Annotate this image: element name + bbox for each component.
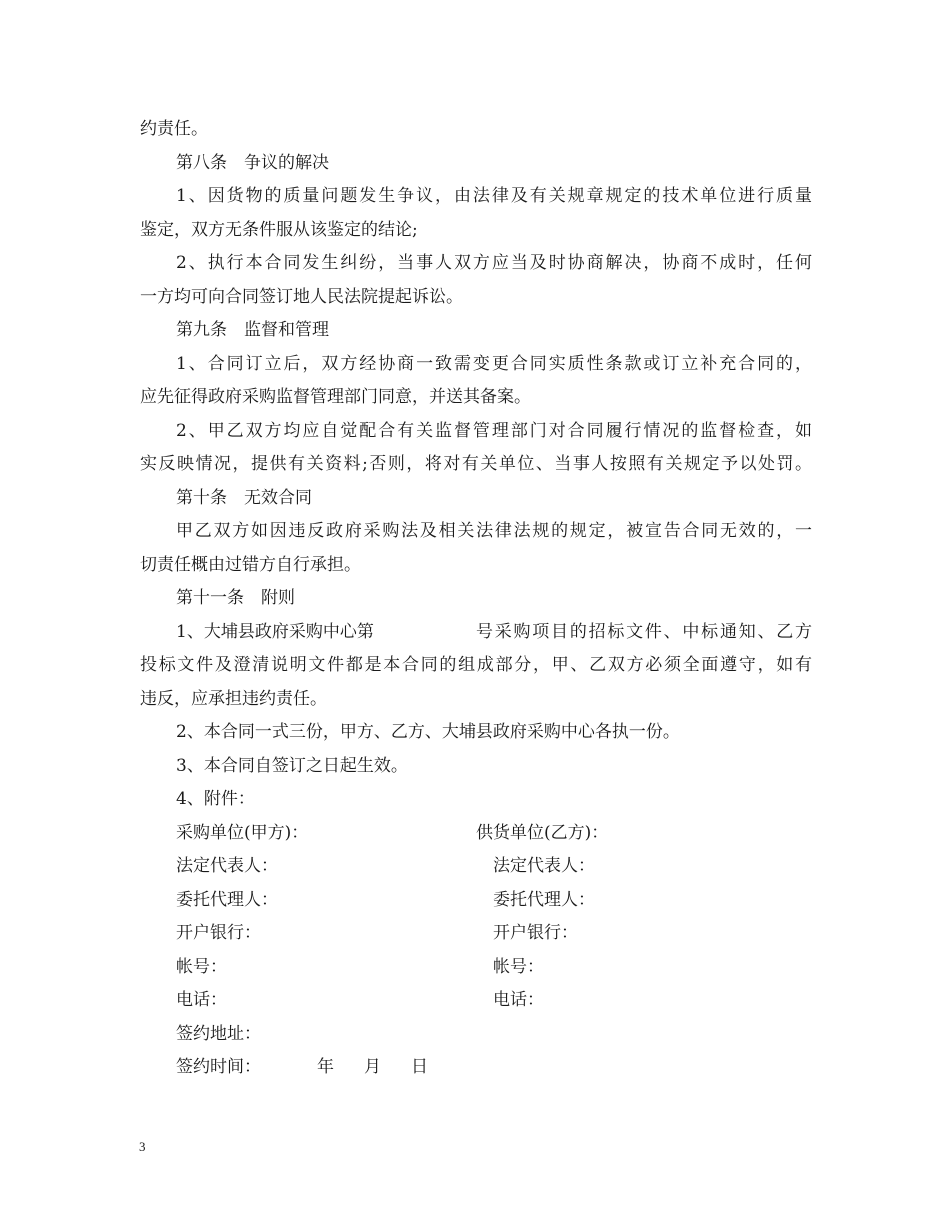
buyer-unit-label: 采购单位(甲方)： [176, 822, 309, 843]
paragraph-line: 甲乙双方如因违反政府采购法及相关法律法规的规定，被宣告合同无效的，一 [176, 521, 812, 541]
month-label: 月 [364, 1057, 381, 1077]
paragraph-line: 切责任概由过错方自行承担。 [140, 554, 361, 575]
paragraph-line: 鉴定，双方无条件服从该鉴定的结论; [140, 219, 418, 240]
sign-address-label: 签约地址： [176, 1023, 261, 1044]
supplier-unit-label: 供货单位(乙方)： [476, 822, 609, 843]
year-label: 年 [317, 1057, 334, 1077]
paragraph-line: 投标文件及澄清说明文件都是本合同的组成部分，甲、乙双方必须全面遵守，如有 [140, 655, 812, 675]
agent-label-b: 委托代理人： [493, 889, 595, 910]
day-label: 日 [411, 1057, 428, 1077]
paragraph-line: 1、因货物的质量问题发生争议，由法律及有关规章规定的技术单位进行质量 [176, 186, 812, 206]
bank-label-b: 开户银行： [493, 923, 578, 943]
paragraph-line: 一方均可向合同签订地人民法院提起诉讼。 [140, 286, 463, 307]
signature-row-legal-rep [140, 850, 812, 884]
paragraph-line: 违反，应承担违约责任。 [140, 688, 327, 709]
paragraph-line: 应先征得政府采购监督管理部门同意，并送其备案。 [140, 387, 531, 407]
signature-row-time [140, 1051, 812, 1085]
paragraph-line: 实反映情况，提供有关资料;否则，将对有关单位、当事人按照有关规定予以处罚。 [140, 454, 812, 474]
paragraph-line: 3、本合同自签订之日起生效。 [176, 755, 408, 776]
article-11-heading: 第十一条 附则 [176, 588, 295, 608]
agent-label-a: 委托代理人： [176, 889, 278, 910]
legal-rep-label-b: 法定代表人： [493, 856, 595, 876]
phone-label-b: 电话： [493, 990, 544, 1010]
legal-rep-label-a: 法定代表人： [176, 856, 278, 876]
paragraph-line: 1、合同订立后，双方经协商一致需变更合同实质性条款或订立补充合同的， [176, 353, 812, 374]
signature-row-bank [140, 917, 812, 951]
paragraph-fragment: 号采购项目的招标文件、中标通知、乙方 [476, 621, 812, 642]
document-body [140, 113, 812, 1085]
account-label-b: 帐号： [493, 956, 544, 977]
account-label-a: 帐号： [176, 956, 227, 977]
article-9-heading: 第九条 监督和管理 [176, 320, 329, 340]
paragraph-line: 2、本合同一式三份，甲方、乙方、大埔县政府采购中心各执一份。 [176, 722, 680, 742]
phone-label-a: 电话： [176, 990, 227, 1010]
paragraph-line-with-blank [140, 616, 812, 650]
signature-row-account [140, 951, 812, 985]
signature-row-address [140, 1018, 812, 1052]
signature-row-phone [140, 984, 812, 1018]
paragraph-line: 2、执行本合同发生纠纷，当事人双方应当及时协商解决，协商不成时，任何 [176, 253, 812, 273]
signature-row-units [140, 817, 812, 851]
sign-time-label: 签约时间： [176, 1057, 261, 1077]
signature-row-agent [140, 884, 812, 918]
paragraph-line: 2、甲乙双方均应自觉配合有关监督管理部门对合同履行情况的监督检查，如 [176, 420, 812, 441]
bank-label-a: 开户银行： [176, 923, 261, 943]
page-number: 3 [139, 1139, 146, 1154]
article-8-heading: 第八条 争议的解决 [176, 152, 329, 173]
paragraph-fragment: 1、大埔县政府采购中心第 [176, 621, 374, 642]
article-10-heading: 第十条 无效合同 [176, 487, 312, 508]
paragraph-line: 4、附件： [176, 789, 255, 809]
paragraph-line: 约责任。 [140, 119, 208, 139]
